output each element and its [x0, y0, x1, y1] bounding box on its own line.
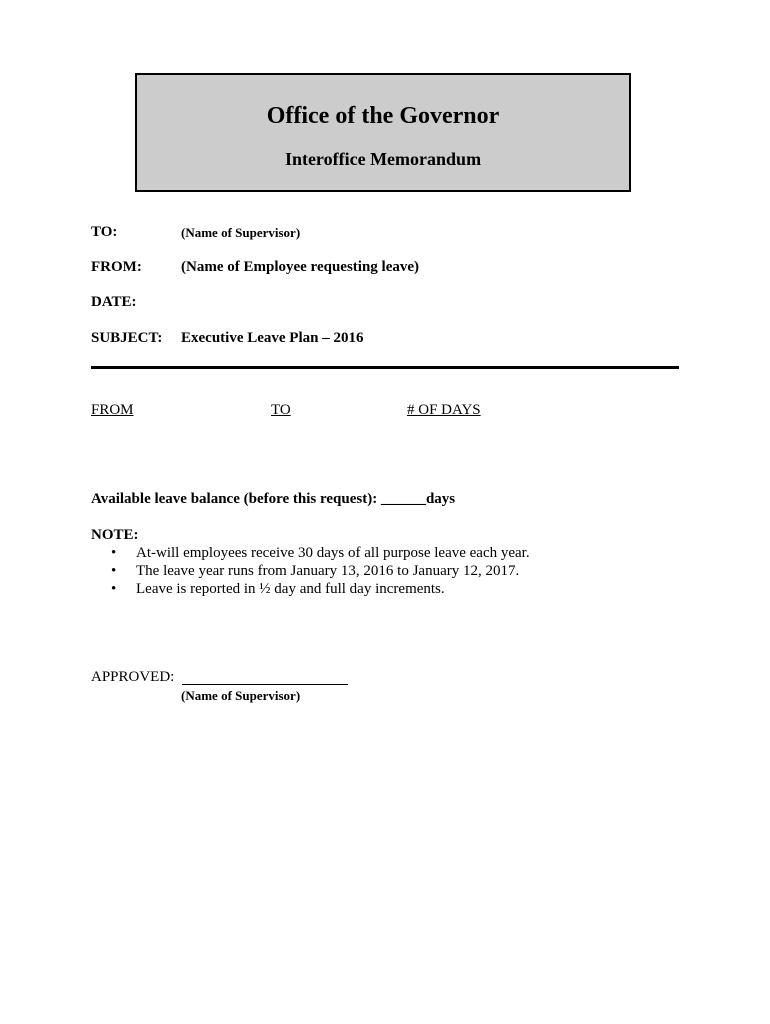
divider-rule: [91, 366, 679, 369]
to-label: TO:: [91, 224, 118, 240]
column-header-to: TO: [271, 402, 291, 418]
date-label: DATE:: [91, 294, 137, 310]
from-label: FROM:: [91, 259, 142, 275]
note-item-text: At-will employees receive 30 days of all purpose leave each year.: [136, 545, 530, 561]
note-item: [91, 544, 530, 562]
note-item: [91, 562, 530, 580]
column-header-from: FROM: [91, 402, 134, 418]
to-value: (Name of Supervisor): [181, 225, 301, 240]
column-header-days: # OF DAYS: [407, 402, 481, 418]
note-item: [91, 580, 530, 598]
document-title: Office of the Governor: [266, 103, 500, 129]
note-list: [91, 544, 530, 598]
leave-balance-line: Available leave balance (before this request): ______days: [91, 491, 456, 507]
bullet-icon: •: [111, 545, 117, 561]
approved-sublabel: (Name of Supervisor): [181, 688, 301, 703]
bullet-icon: •: [111, 563, 117, 579]
approved-label: APPROVED:: [91, 669, 175, 685]
bullet-icon: •: [111, 581, 117, 597]
document-subtitle: Interoffice Memorandum: [284, 149, 482, 169]
signature-line: [182, 684, 348, 685]
note-item-text: Leave is reported in ½ day and full day increments.: [136, 581, 445, 597]
note-label: NOTE:: [91, 527, 139, 543]
subject-label: SUBJECT:: [91, 330, 163, 346]
note-item-text: The leave year runs from January 13, 2016 to January 12, 2017.: [136, 563, 520, 579]
header-box: [135, 73, 631, 192]
from-value: (Name of Employee requesting leave): [181, 259, 420, 275]
subject-value: Executive Leave Plan – 2016: [181, 330, 364, 346]
